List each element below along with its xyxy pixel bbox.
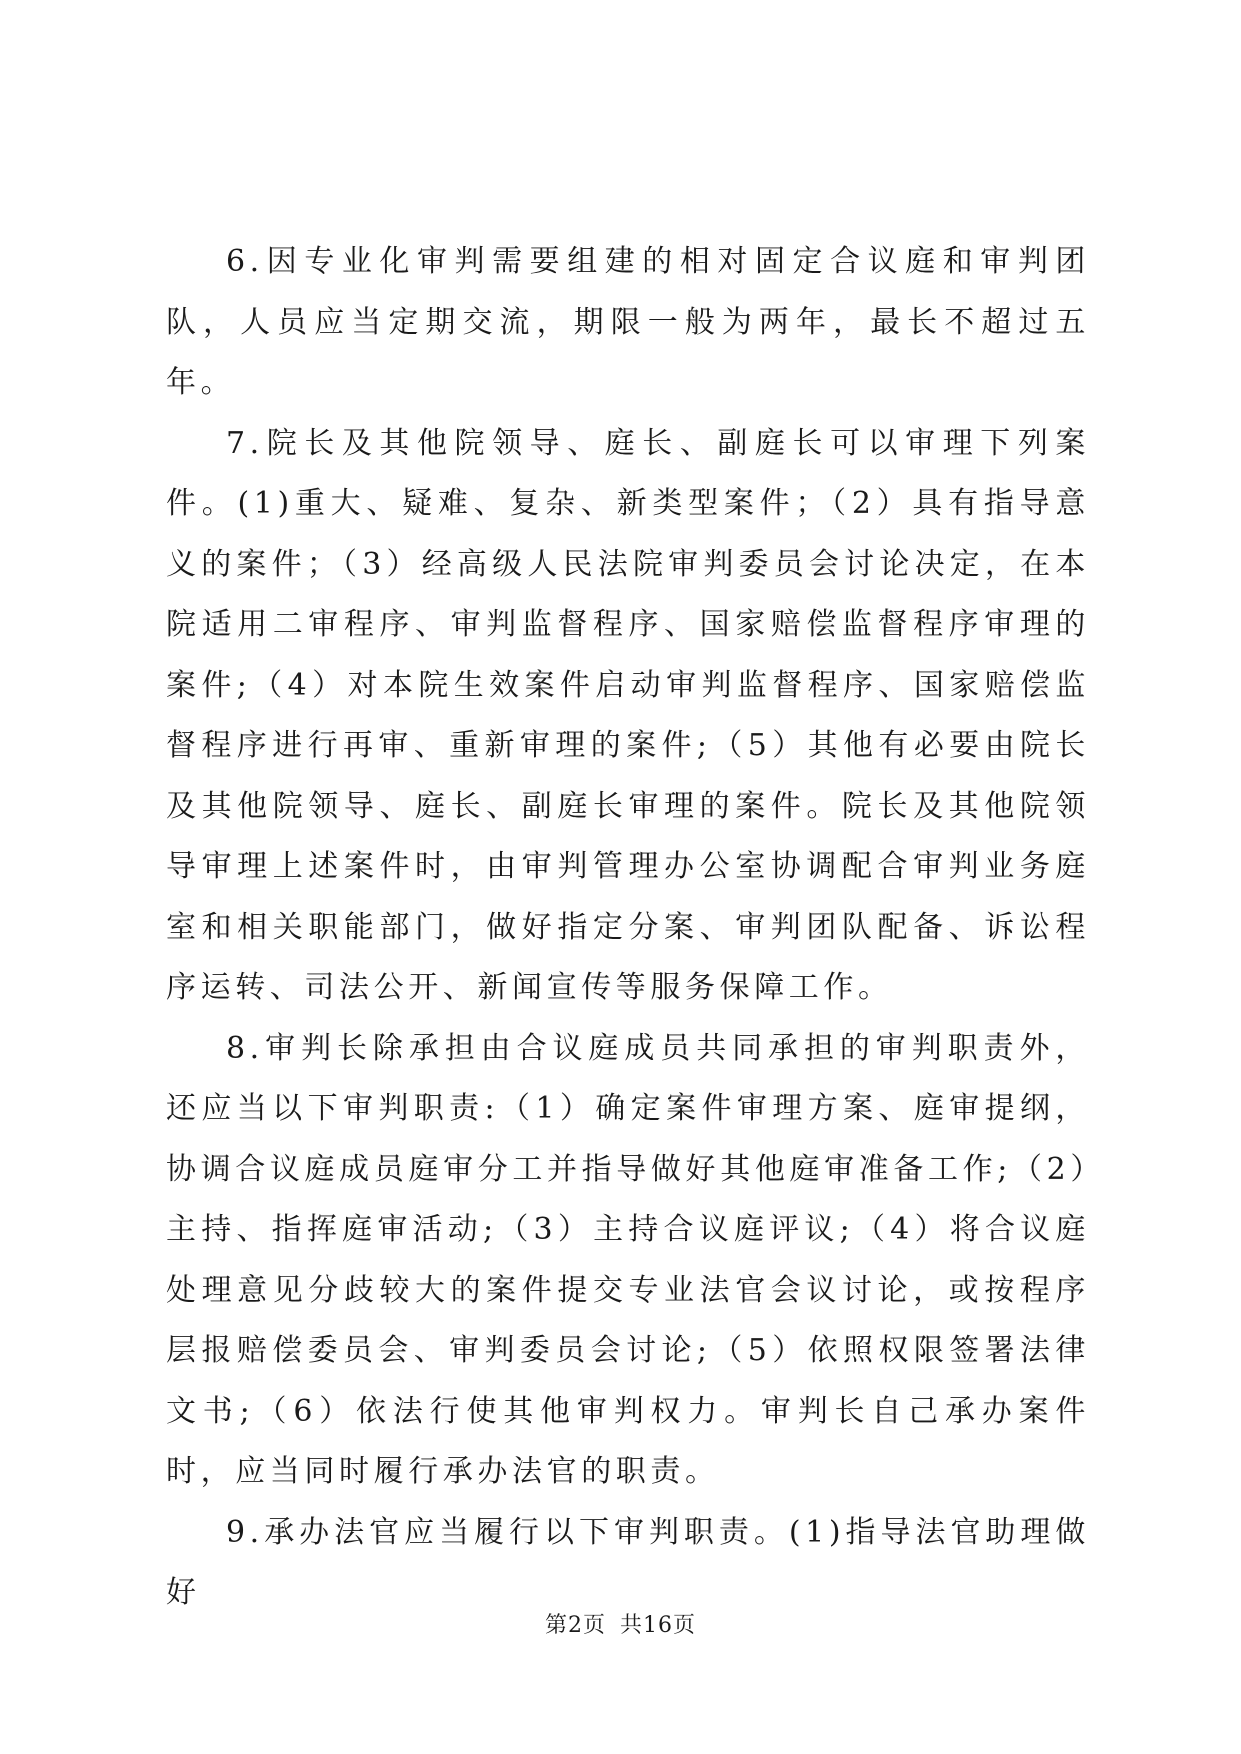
paragraph-9: 9.承办法官应当履行以下审判职责。(1)指导法官助理做好 [166, 1514, 1090, 1610]
page-footer [0, 1608, 1241, 1639]
page-total: 共16页 [620, 1613, 696, 1638]
paragraph-8: 8.审判长除承担由合议庭成员共同承担的审判职责外，还应当以下审判职责:（1）确定案件审理方案、庭审提纲，协调合议庭成员庭审分工并指导做好其他庭审准备工作;（2）主持、指挥庭审活动;（3）主持合议庭评议;（4）将合议庭处理意见分歧较大的案件提交专业法官会议讨论，或按程序层报赔偿委员会、审判委员会讨论;（5）依照权限签署法律文书;（6）依法行使其他审判权力。审判长自己承办案件时，应当同时履行承办法官的职责。 [166, 1030, 1090, 1489]
page-number: 第2页 [545, 1613, 606, 1638]
document-body [166, 232, 1090, 1624]
paragraph-7: 7.院长及其他院领导、庭长、副庭长可以审理下列案件。(1)重大、疑难、复杂、新类型案件；（2）具有指导意义的案件；（3）经高级人民法院审判委员会讨论决定，在本院适用二审程序、审判监督程序、国家赔偿监督程序审理的案件;（4）对本院生效案件启动审判监督程序、国家赔偿监督程序进行再审、重新审理的案件;（5）其他有必要由院长及其他院领导、庭长、副庭长审理的案件。院长及其他院领导审理上述案件时，由审判管理办公室协调配合审判业务庭室和相关职能部门，做好指定分案、审判团队配备、诉讼程序运转、司法公开、新闻宣传等服务保障工作。 [166, 425, 1090, 1005]
paragraph-6: 6.因专业化审判需要组建的相对固定合议庭和审判团队，人员应当定期交流，期限一般为两年，最长不超过五年。 [166, 244, 1090, 400]
